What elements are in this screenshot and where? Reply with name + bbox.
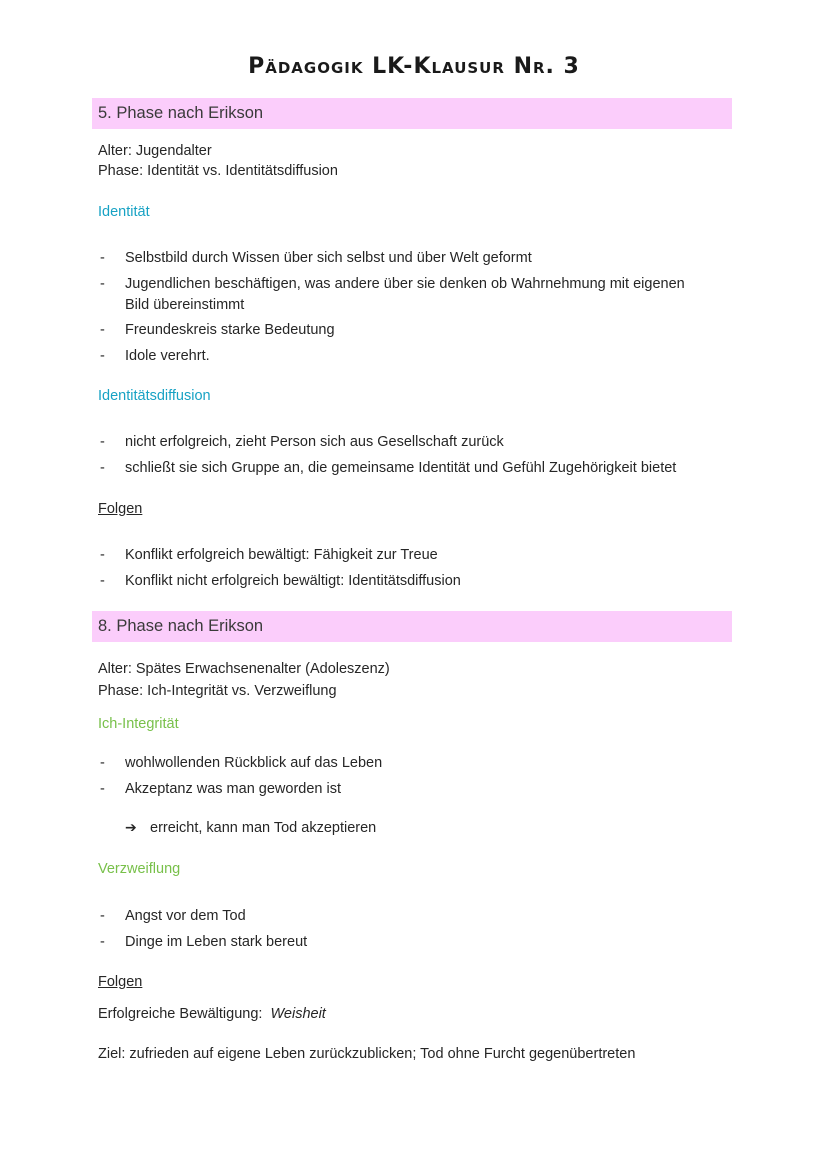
list-item: Dinge im Leben stark bereut — [125, 934, 308, 950]
bullet-dash: - — [100, 348, 105, 364]
section-5-phase: Phase: Identität vs. Identitätsdiffusion — [98, 163, 338, 179]
bullet-dash: - — [100, 781, 105, 797]
section-8-band: 8. Phase nach Erikson — [92, 611, 732, 642]
list-item: Jugendlichen beschäftigen, was andere über sie denken ob Wahrnehmung mit eigenen — [125, 276, 685, 292]
list-item: Akzeptanz was man geworden ist — [125, 781, 341, 797]
list-item: Idole verehrt. — [125, 348, 210, 364]
list-item: wohlwollenden Rückblick auf das Leben — [125, 755, 383, 771]
consequences-heading-8: Folgen — [98, 974, 143, 990]
identity-heading: Identität — [98, 204, 150, 220]
goal-line: Ziel: zufrieden auf eigene Leben zurückzublicken; Tod ohne Furcht gegenübertreten — [98, 1046, 636, 1062]
bullet-dash: - — [100, 322, 105, 338]
section-8-age: Alter: Spätes Erwachsenenalter (Adoleszenz) — [98, 661, 390, 677]
success-line — [98, 1006, 326, 1022]
section-8-phase: Phase: Ich-Integrität vs. Verzweiflung — [98, 683, 337, 699]
arrow-conclusion: erreicht, kann man Tod akzeptieren — [150, 820, 377, 836]
list-item: schließt sie sich Gruppe an, die gemeinsame Identität und Gefühl Zugehörigkeit bietet — [125, 460, 677, 476]
bullet-dash: - — [100, 460, 105, 476]
bullet-dash: - — [100, 547, 105, 563]
list-item: Angst vor dem Tod — [125, 908, 246, 924]
section-5-band: 5. Phase nach Erikson — [92, 98, 732, 129]
list-item: nicht erfolgreich, zieht Person sich aus Gesellschaft zurück — [125, 434, 504, 450]
success-label: Erfolgreiche Bewältigung: — [98, 1006, 263, 1022]
bullet-dash: - — [100, 250, 105, 266]
bullet-dash: - — [100, 755, 105, 771]
right-arrow-icon: ➔ — [125, 819, 137, 835]
integrity-heading: Ich-Integrität — [98, 716, 179, 732]
bullet-dash: - — [100, 434, 105, 450]
bullet-dash: - — [100, 934, 105, 950]
list-item: Freundeskreis starke Bedeutung — [125, 322, 335, 338]
despair-heading: Verzweiflung — [98, 861, 181, 877]
list-item: Selbstbild durch Wissen über sich selbst und über Welt geformt — [125, 250, 532, 266]
list-item: Konflikt nicht erfolgreich bewältigt: Identitätsdiffusion — [125, 573, 461, 589]
bullet-dash: - — [100, 276, 105, 292]
diffusion-heading: Identitätsdiffusion — [98, 388, 211, 404]
success-value: Weisheit — [270, 1006, 326, 1022]
list-item-continuation: Bild übereinstimmt — [125, 297, 245, 313]
bullet-dash: - — [100, 573, 105, 589]
consequences-heading: Folgen — [98, 501, 143, 517]
section-5-age: Alter: Jugendalter — [98, 143, 212, 159]
bullet-dash: - — [100, 908, 105, 924]
page-title: Pädagogik LK-Klausur Nr. 3 — [248, 54, 580, 79]
list-item: Konflikt erfolgreich bewältigt: Fähigkeit zur Treue — [125, 547, 438, 563]
